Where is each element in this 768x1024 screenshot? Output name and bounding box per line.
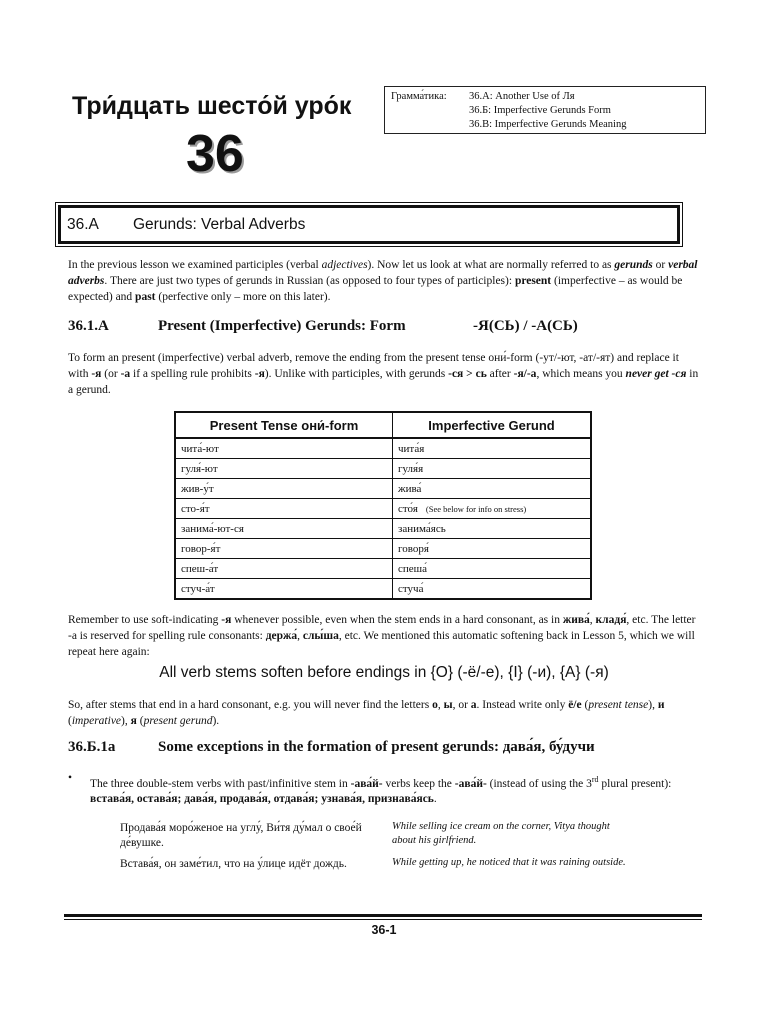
table-cell: чита́-ют <box>175 438 393 459</box>
grammar-box <box>384 86 706 134</box>
section-number: 36.A <box>67 216 99 233</box>
example-russian: Продава́я моро́женое на углу́, Ви́тя ду́мал о свое́й де́вушке. <box>120 822 362 849</box>
subsection-number: 36.Б.1а <box>68 739 116 755</box>
table-cell: говоря́ <box>393 539 592 559</box>
table-cell: жив-у́т <box>175 479 393 499</box>
table-cell: занима́-ют-ся <box>175 519 393 539</box>
gerund-table <box>174 411 592 600</box>
table-cell: стуч-а́т <box>175 579 393 600</box>
footer-rule-thin <box>64 919 702 920</box>
section-title: Gerunds: Verbal Adverbs <box>133 216 306 233</box>
table-row <box>175 559 591 579</box>
table-cell: спеша́ <box>393 559 592 579</box>
table-cell: занима́ясь <box>393 519 592 539</box>
table-row <box>175 499 591 519</box>
bullet-text: The three double-stem verbs with past/infinitive stem in -ава́й- verbs keep the -ава́й- (instead of using the 3rd plural present): встава́я, остава́я; дава́я, продава́я, отдава́я; узнава́я, признава́ясь. <box>90 775 672 805</box>
softening-paragraph: Remember to use soft-indicating -я whenever possible, even when the stem ends in a hard consonant, as in жива́, кладя́, etc. The letter -а is reserved for spelling rule consonants: держа́, слы́ша, etc. We mentioned this automatic softening back in Lesson 5, which we will repeat here again: <box>68 614 696 658</box>
softening-rule: All verb stems soften before endings in {O} (-ё/-е), {I} (-и), {A} (-я) <box>159 664 609 681</box>
subsection-heading-form <box>68 318 578 335</box>
table-row <box>175 479 591 499</box>
table-cell: говор-я́т <box>175 539 393 559</box>
example-russian: Встава́я, он заме́тил, что на у́лице идёт дождь. <box>120 858 347 870</box>
lesson-title: Три́дцать шесто́й уро́к <box>72 92 352 120</box>
table-header-row <box>175 412 591 438</box>
subsection-endings: -Я(СЬ) / -А(СЬ) <box>473 318 578 334</box>
table-header: Imperfective Gerund <box>393 412 592 438</box>
grammar-items <box>469 90 626 132</box>
section-heading-box <box>58 205 680 244</box>
example-english: While getting up, he noticed that it was raining outside. <box>392 857 626 868</box>
table-row <box>175 579 591 600</box>
footer-rule <box>64 914 702 917</box>
table-row <box>175 438 591 459</box>
table-header: Present Tense они́-form <box>175 412 393 438</box>
table-cell: сто́я (See below for info on stress) <box>393 499 592 519</box>
subsection-number: 36.1.A <box>68 318 109 334</box>
grammar-item: 36.А: Another Use of Ля <box>469 91 575 102</box>
table-row <box>175 539 591 559</box>
page-number: 36-1 <box>371 923 397 937</box>
form-paragraph: To form an present (imperfective) verbal adverb, remove the ending from the present tense они́-form (-ут/-ют, -ат/-ят) and replace it with -я (or -а if a spelling rule prohibits -я). Unlike with participles, with gerunds -ся > сь after -я/-а, which means you never get -ся in a gerund. <box>68 352 699 396</box>
table-cell: жива́ <box>393 479 592 499</box>
subsection-heading-exceptions <box>68 739 595 756</box>
grammar-item: 36.Б: Imperfective Gerunds Form <box>469 105 611 116</box>
grammar-label: Грамма́тика: <box>391 91 447 102</box>
table-cell: стуча́ <box>393 579 592 600</box>
subsection-title: Some exceptions in the formation of present gerunds: дава́я, бу́дучи <box>158 739 595 755</box>
subsection-title: Present (Imperfective) Gerunds: Form <box>158 318 406 334</box>
example-english: While selling ice cream on the corner, Vitya thought about his girlfriend. <box>392 821 610 846</box>
bullet-point-icon: • <box>68 772 73 784</box>
table-cell: гуля́-ют <box>175 459 393 479</box>
hard-stem-paragraph: So, after stems that end in a hard consonant, e.g. you will never find the letters о, ы, or а. Instead write only ё/е (present tense), и (imperative), я (present gerund). <box>68 699 665 727</box>
table-row <box>175 459 591 479</box>
table-cell: спеш-а́т <box>175 559 393 579</box>
lesson-number: 36 <box>186 125 244 183</box>
table-row <box>175 519 591 539</box>
grammar-item: 36.В: Imperfective Gerunds Meaning <box>469 119 627 130</box>
table-cell: чита́я <box>393 438 592 459</box>
table-cell: гуля́я <box>393 459 592 479</box>
intro-paragraph: In the previous lesson we examined participles (verbal adjectives). Now let us look at what are normally referred to as gerunds or verbal adverbs. There are just two types of gerunds in Russian (as opposed to four types of participles): present (imperfective – as would be expected) and past (perfective only – more on this later). <box>68 259 698 303</box>
stress-note: (See below for info on stress) <box>425 503 527 514</box>
table-cell: сто-я́т <box>175 499 393 519</box>
